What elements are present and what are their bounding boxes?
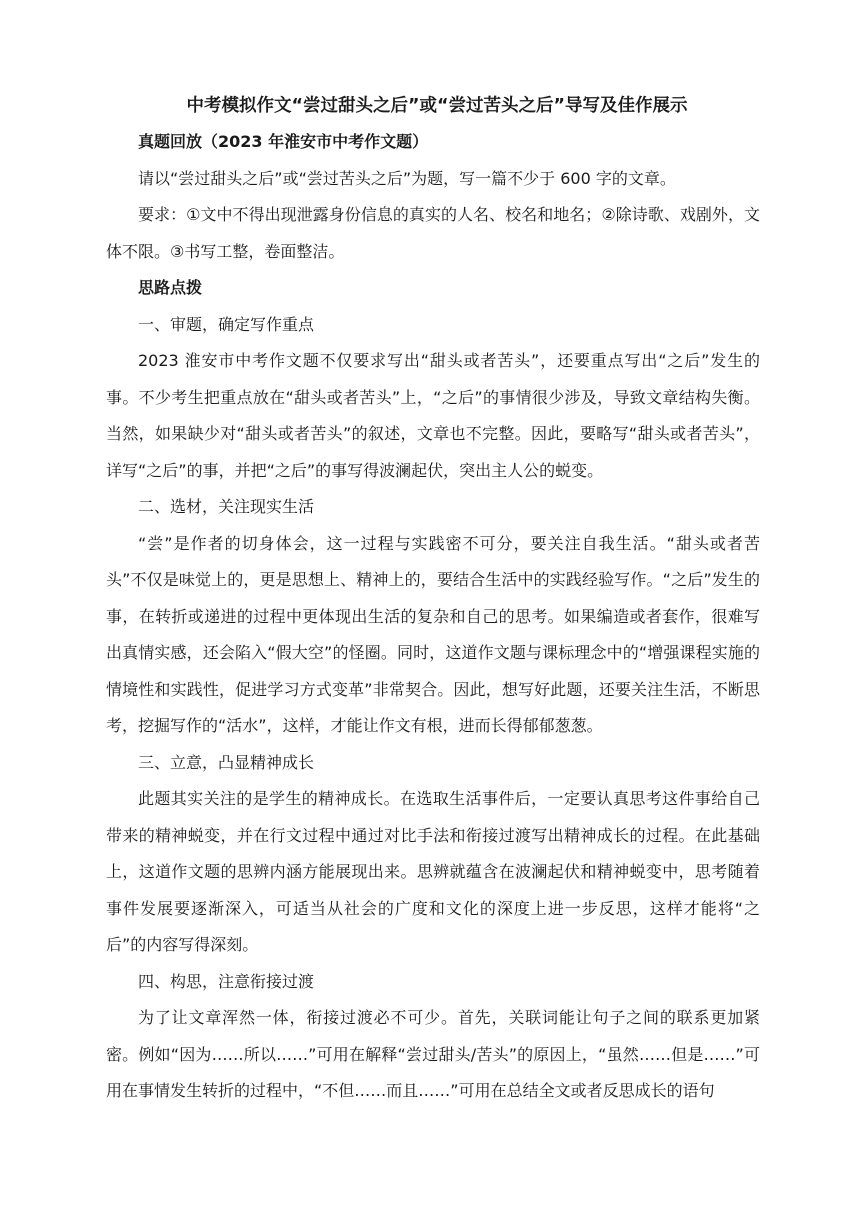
- paragraph-structure: 为了让文章浑然一体，衔接过渡必不可少。首先，关联词能让句子之间的联系更加紧密。例如“因为……所以……”可用在解释“尝过甜头/苦头”的原因上，“虽然……但是……”可用在事情发生转折的过程中，“不但……而且……”可用在总结全文或者反思成长的语句: [106, 1008, 760, 1100]
- section-heading-guidance: 思路点拨: [138, 278, 203, 297]
- subheading-material-selection: 二、选材，关注现实生活: [138, 497, 315, 516]
- paragraph-prompt: 请以“尝过甜头之后”或“尝过苦头之后”为题，写一篇不少于 600 字的文章。: [138, 168, 676, 188]
- paragraph-material-selection: “尝”是作者的切身体会，这一过程与实践密不可分，要关注自我生活。“甜头或者苦头”不仅是味觉上的，更是思想上、精神上的，要结合生活中的实践经验写作。“之后”发生的事，在转折或递进的过程中更体现出生活的复杂和自己的思考。如果编造或者套作，很难写出真情实感，还会陷入“假大空”的怪圈。同时，这道作文题与课标理念中的“增强课程实施的情境性和实践性，促进学习方式变革”非常契合。因此，想写好此题，还要关注生活，不断思考，挖掘写作的“活水”，这样，才能让作文有根，进而长得郁郁葱葱。: [106, 533, 760, 735]
- subheading-topic-analysis: 一、审题，确定写作重点: [138, 314, 315, 334]
- paragraph-requirements: 要求：①文中不得出现泄露身份信息的真实的人名、校名和地名；②除诗歌、戏剧外，文体不限。③书写工整，卷面整洁。: [106, 205, 760, 261]
- paragraph-theme: 此题其实关注的是学生的精神成长。在选取生活事件后，一定要认真思考这件事给自己带来的精神蜕变，并在行文过程中通过对比手法和衔接过渡写出精神成长的过程。在此基础上，这道作文题的思辨内涵方能展现出来。思辨就蕴含在波澜起伏和精神蜕变中，思考随着事件发展要逐渐深入，可适当从社会的广度和文化的深度上进一步反思，这样才能将“之后”的内容写得深刻。: [106, 789, 760, 954]
- section-heading-exam-review: 真题回放（2023 年淮安市中考作文题）: [138, 132, 429, 151]
- subheading-structure: 四、构思，注意衔接过渡: [138, 971, 315, 991]
- paragraph-topic-analysis: 2023 淮安市中考作文题不仅要求写出“甜头或者苦头”，还要重点写出“之后”发生的事。不少考生把重点放在“甜头或者苦头”上，“之后”的事情很少涉及，导致文章结构失衡。当然，如果缺少对“甜头或者苦头”的叙述，文章也不完整。因此，要略写“甜头或者苦头”，详写“之后”的事，并把“之后”的事写得波澜起伏，突出主人公的蜕变。: [106, 351, 760, 480]
- document-title: 中考模拟作文“尝过甜头之后”或“尝过苦头之后”导写及佳作展示: [186, 96, 688, 116]
- subheading-theme: 三、立意，凸显精神成长: [138, 752, 315, 772]
